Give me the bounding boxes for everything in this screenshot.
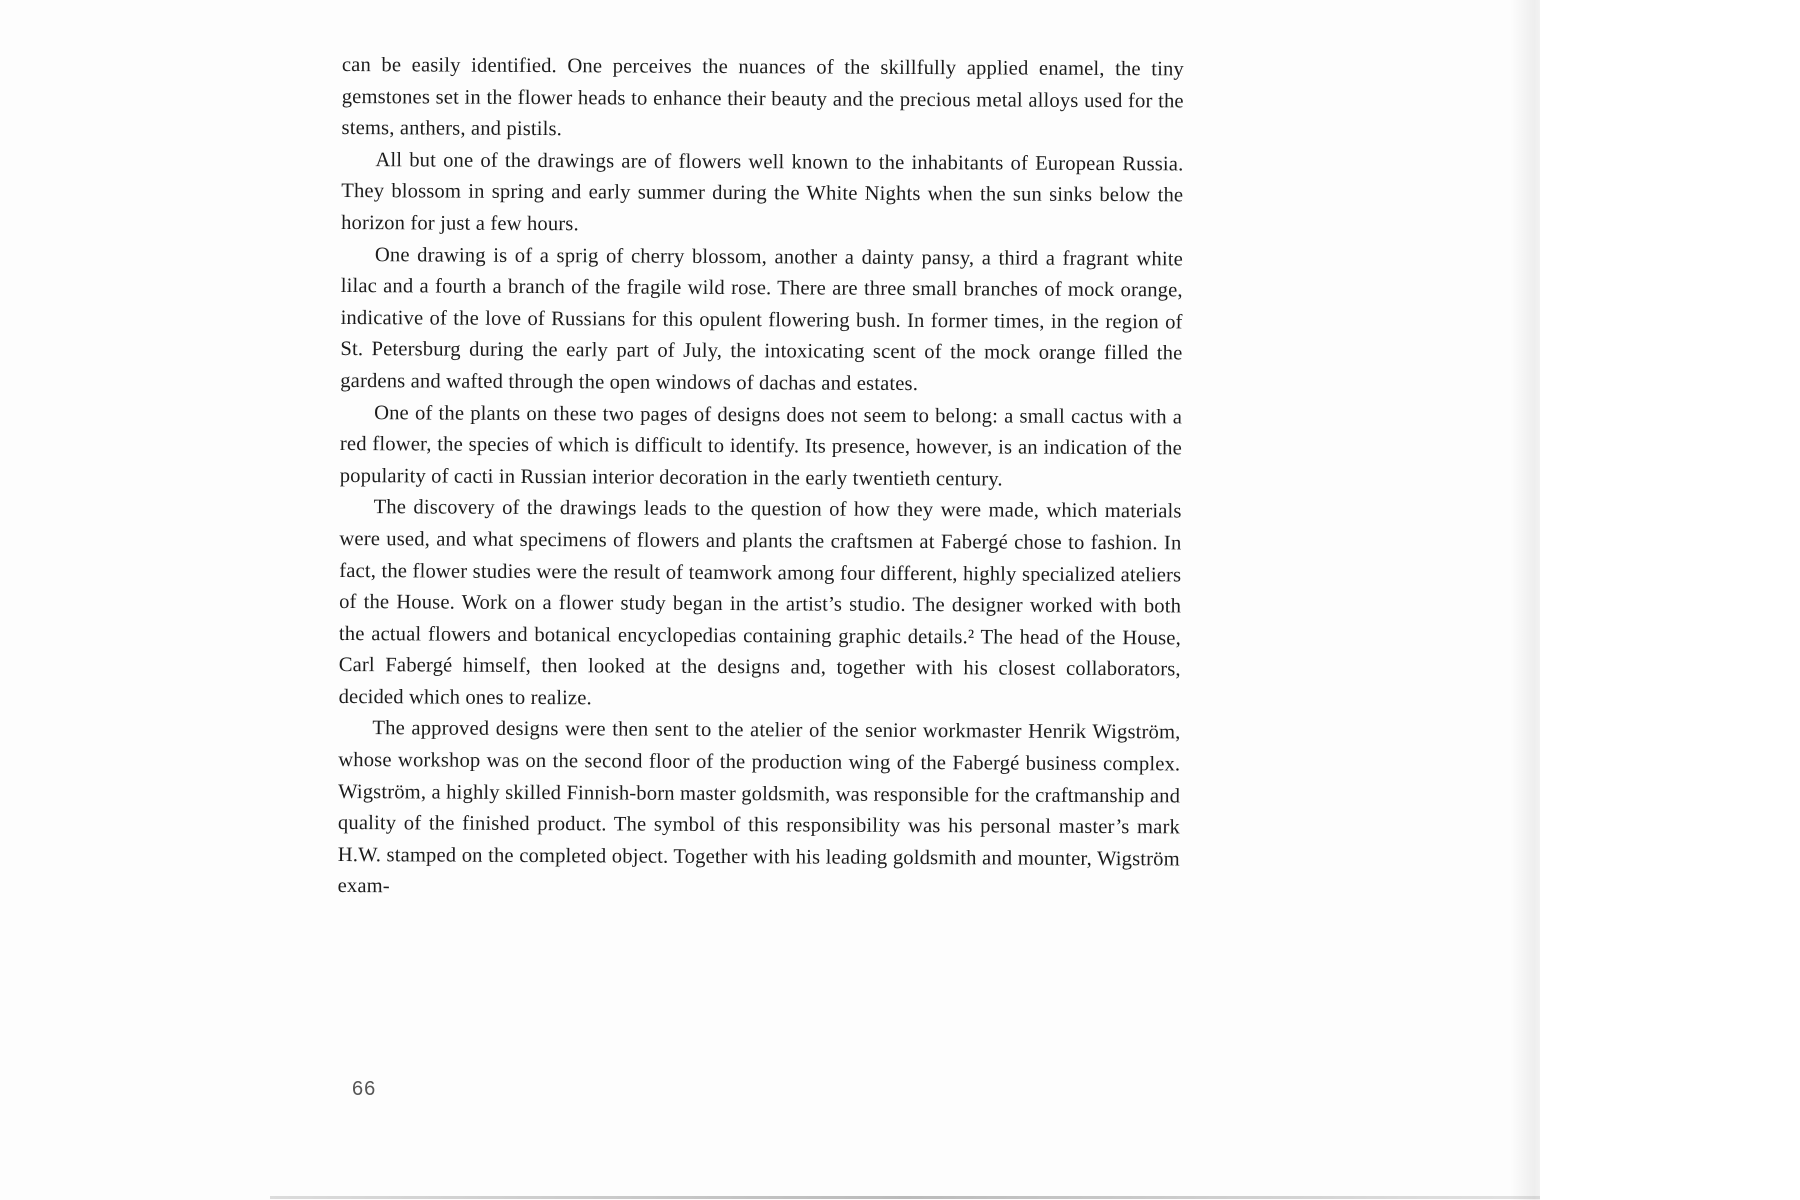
body-text [338, 50, 1184, 907]
page-number: 66 [352, 1078, 377, 1100]
paragraph-approved-designs: The approved designs were then sent to the atelier of the senior workmaster Henrik Wigström, whose workshop was on the second floor of the production wing of the Fabergé business complex. Wigström, a highly skilled Finnish-born master goldsmith, was responsible for the craftmanship and quality of the finished product. The symbol of this responsibility was his personal master’s mark H.W. stamped on the completed object. Together with his leading goldsmith and mounter, Wigström exam- [337, 717, 1181, 898]
adjacent-page [1540, 0, 1800, 1200]
paragraph-flowers-of-russia: All but one of the drawings are of flowers well known to the inhabitants of European Russia. They blossom in spring and early summer during the White Nights when the sun sinks below the horizon for just a few hours. [341, 148, 1184, 236]
page-bottom-edge [270, 1196, 1540, 1199]
paragraph-discovery: The discovery of the drawings leads to the question of how they were made, which materials were used, and what specimens of flowers and plants the craftsmen at Fabergé chose to fashion. In fact, the flower studies were the result of teamwork among four different, highly specialized ateliers of the House. Work on a flower study began in the artist’s studio. The designer worked with both the actual flowers and botanical encyclopedias containing graphic details.² The head of the House, Carl Fabergé himself, then looked at the designs and, together with his closest collaborators, decided which ones to realize. [338, 496, 1182, 710]
paragraph-continued: can be easily identified. One perceives the nuances of the skillfully applied enamel, the tiny gemstones set in the flower heads to enhance their beauty and the precious metal alloys used for the stems, anthers, and pistils. [341, 53, 1184, 141]
paragraph-drawings-list: One drawing is of a sprig of cherry blossom, another a dainty pansy, a third a fragrant white lilac and a fourth a branch of the fragile wild rose. There are three small branches of mock orange, indicative of the love of Russians for this opulent flowering bush. In former times, in the region of St. Petersburg during the early part of July, the intoxicating scent of the mock orange filled the gardens and wafted through the open windows of dachas and estates. [340, 243, 1183, 395]
paragraph-cactus: One of the plants on these two pages of designs does not seem to belong: a small cactus with a red flower, the species of which is difficult to identify. Its presence, however, is an indication of the popularity of cacti in Russian interior decoration in the early twentieth century. [339, 401, 1183, 491]
